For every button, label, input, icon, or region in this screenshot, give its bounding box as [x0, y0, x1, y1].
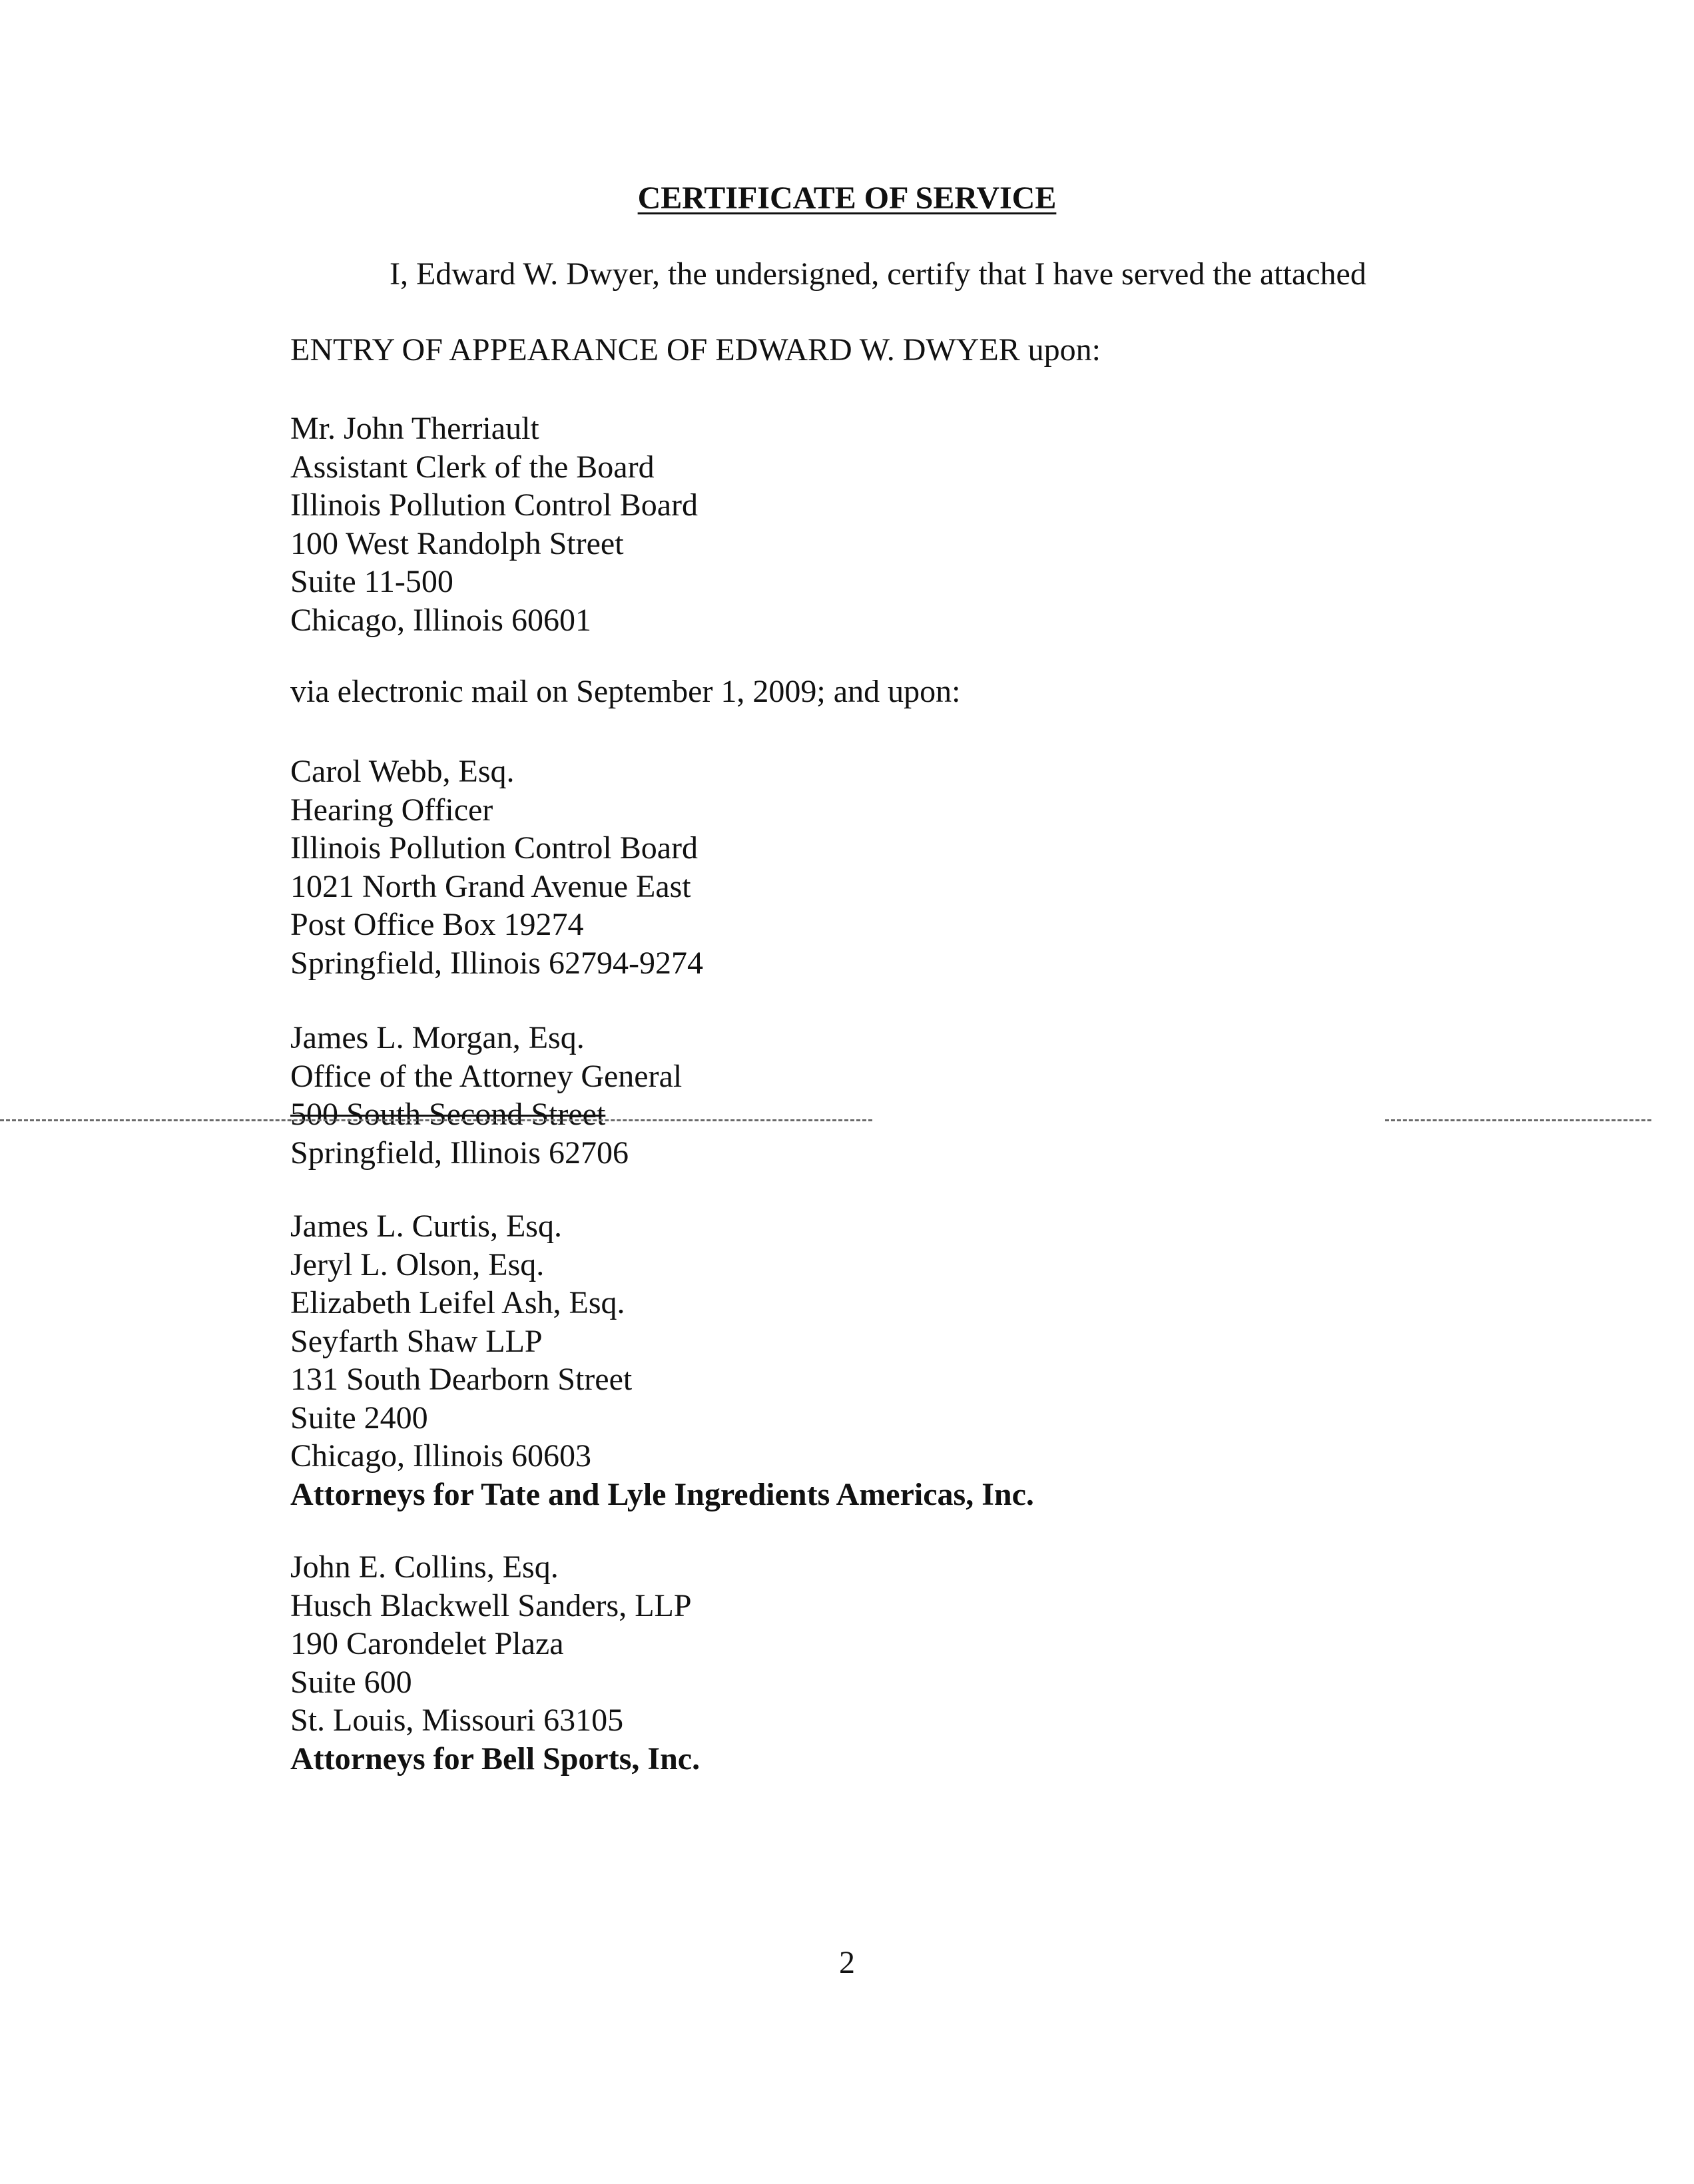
address-line: Springfield, Illinois 62794-9274	[290, 945, 703, 981]
address-line: Suite 2400	[290, 1400, 428, 1436]
address-line: 1021 North Grand Avenue East	[290, 868, 691, 904]
address-line: 100 West Randolph Street	[290, 525, 624, 561]
recipient-address-husch	[290, 1548, 700, 1778]
address-line: 190 Carondelet Plaza	[290, 1626, 564, 1661]
address-line: Hearing Officer	[290, 792, 493, 828]
certification-statement: I, Edward W. Dwyer, the undersigned, certify that I have served the attached	[390, 256, 1366, 292]
recipient-address-attorney-general	[290, 1019, 682, 1172]
address-line: Illinois Pollution Control Board	[290, 830, 699, 866]
address-line: 131 South Dearborn Street	[290, 1362, 633, 1397]
address-line: James L. Curtis, Esq.	[290, 1209, 562, 1244]
address-line: Chicago, Illinois 60601	[290, 602, 591, 638]
service-method: via electronic mail on September 1, 2009; and upon:	[290, 674, 961, 709]
document-title: CERTIFICATE OF SERVICE	[637, 180, 1057, 216]
address-line: Carol Webb, Esq.	[290, 754, 515, 789]
address-line: Seyfarth Shaw LLP	[290, 1323, 543, 1359]
address-line: Husch Blackwell Sanders, LLP	[290, 1587, 692, 1623]
address-line: Springfield, Illinois 62706	[290, 1135, 629, 1171]
recipient-address-clerk	[290, 410, 698, 639]
address-line: Illinois Pollution Control Board	[290, 487, 699, 523]
recipient-address-hearing-officer	[290, 752, 703, 982]
recipient-address-seyfarth	[290, 1207, 1034, 1513]
address-line: Jeryl L. Olson, Esq.	[290, 1246, 545, 1282]
address-line: James L. Morgan, Esq.	[290, 1020, 585, 1055]
address-line: John E. Collins, Esq.	[290, 1549, 559, 1585]
attorney-role: Attorneys for Bell Sports, Inc.	[290, 1741, 701, 1776]
address-line: 500 South Second Street	[290, 1097, 606, 1132]
address-line: Assistant Clerk of the Board	[290, 449, 655, 485]
address-line: St. Louis, Missouri 63105	[290, 1703, 624, 1738]
address-line: Chicago, Illinois 60603	[290, 1438, 591, 1474]
address-line: Suite 11-500	[290, 564, 453, 599]
address-line: Elizabeth Leifel Ash, Esq.	[290, 1285, 625, 1320]
attorney-role: Attorneys for Tate and Lyle Ingredients Americas, Inc.	[290, 1476, 1034, 1512]
document-served: ENTRY OF APPEARANCE OF EDWARD W. DWYER upon:	[290, 332, 1101, 368]
address-line: Mr. John Therriault	[290, 411, 539, 446]
address-line: Suite 600	[290, 1664, 412, 1700]
address-line: Office of the Attorney General	[290, 1058, 683, 1094]
address-line: Post Office Box 19274	[290, 907, 584, 942]
scan-artifact-line	[1385, 1119, 1651, 1121]
scan-artifact-line	[0, 1119, 872, 1121]
page-number: 2	[839, 1945, 855, 1980]
